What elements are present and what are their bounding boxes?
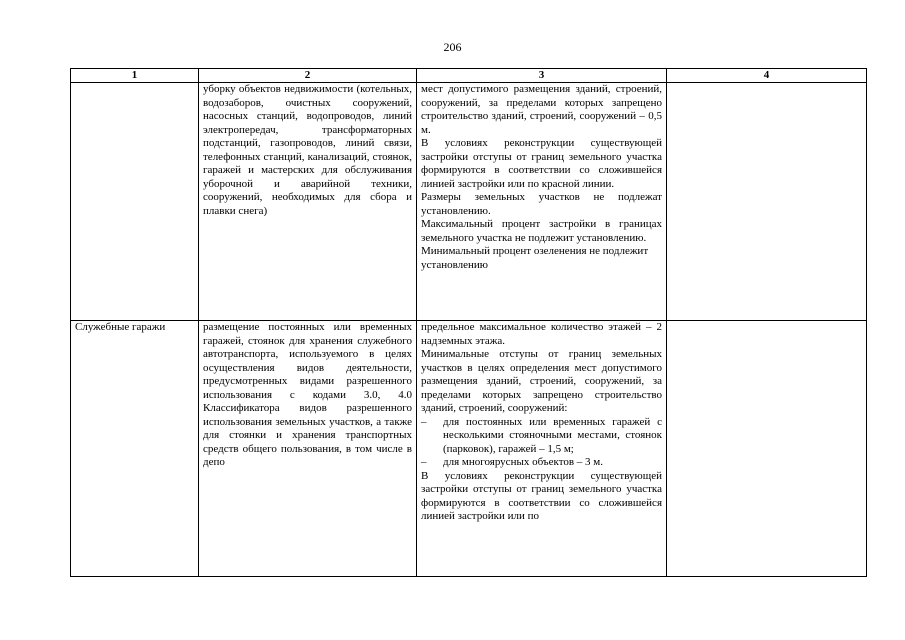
row1-param-para: Размеры земельных участков не подлежат установлению. xyxy=(421,191,662,217)
dash-bullet: – xyxy=(421,415,427,428)
table-row xyxy=(71,83,867,321)
row1-param-para: Максимальный процент застройки в границах земельного участка не подлежит установлению. xyxy=(421,218,662,244)
row1-parameters-cell xyxy=(417,83,667,321)
column-header-4: 4 xyxy=(667,69,867,83)
row1-name-cell xyxy=(71,83,199,321)
row2-name-cell: Служебные гаражи xyxy=(71,321,199,577)
list-item-text: для постоянных или временных гаражей с несколькими стояночными местами, стоянок (парковок), гаражей – 1,5 м; xyxy=(443,415,662,455)
document-table xyxy=(70,68,867,577)
row2-description-cell: размещение постоянных или временных гаражей, стоянок для хранения служебного автотранспорта, используемого в целях осуществления видов деятельности, предусмотренных видами разрешенного использования с кодами 3.0, 4.0 Классификатора видов разрешенного использования земельных участков, а также для стоянки и хранения транспортных средств общего пользования, в том числе в депо xyxy=(199,321,417,577)
row2-parameters-cell xyxy=(417,321,667,577)
row2-param-para: В условиях реконструкции существующей застройки отступы от границ земельного участка формируются в соответствии со сложившейся линией застройки или по xyxy=(421,469,662,522)
row1-description-cell: уборку объектов недвижимости (котельных, водозаборов, очистных сооружений, насосных станций, водопроводов, линий электропередач, трансформаторных подстанций, газопроводов, линий связи, телефонных станций, канализаций, стоянок, гаражей и мастерских для обслуживания уборочной и аварийной техники, сооружений, необходимых для сбора и плавки снега) xyxy=(199,83,417,321)
row2-param-para: Минимальные отступы от границ земельных участков в целях определения мест допустимого размещения зданий, строений, сооружений, за пределами которых запрещено строительство зданий, строений, сооружений: xyxy=(421,348,662,414)
page-number: 206 xyxy=(443,40,462,54)
dash-bullet: – xyxy=(421,456,427,468)
list-item xyxy=(421,416,662,457)
row2-param-para: предельное максимальное количество этажей – 2 надземных этажа. xyxy=(421,321,662,347)
list-item-text: для многоярусных объектов – 3 м. xyxy=(443,456,604,468)
column-header-1: 1 xyxy=(71,69,199,83)
row1-param-para: Минимальный процент озеленения не подлежит установлению xyxy=(421,245,649,271)
column-header-2: 2 xyxy=(199,69,417,83)
row1-param-para: В условиях реконструкции существующей застройки отступы от границ земельного участка формируются в соответствии со сложившейся линией застройки или по красной линии. xyxy=(421,137,662,190)
row1-param-para: мест допустимого размещения зданий, строений, сооружений, за пределами которых запрещено строительство зданий, строений, сооружений – 0,5 м. xyxy=(421,83,662,136)
row1-notes-cell xyxy=(667,83,867,321)
list-item xyxy=(421,456,662,470)
row2-notes-cell xyxy=(667,321,867,577)
table-header-row xyxy=(71,69,867,83)
column-header-3: 3 xyxy=(417,69,667,83)
table-row xyxy=(71,321,867,577)
